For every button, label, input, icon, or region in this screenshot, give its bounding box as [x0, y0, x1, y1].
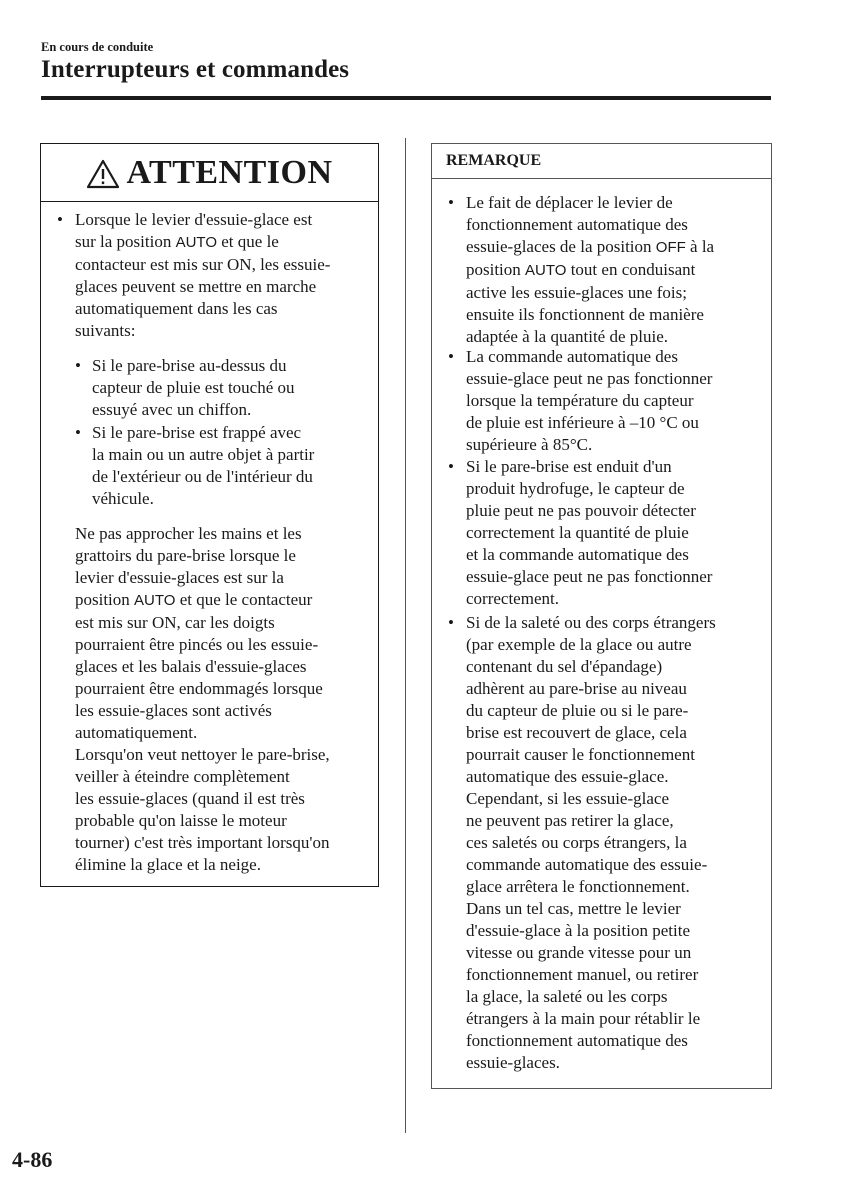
bullet: •: [448, 613, 454, 632]
text-line: tourner) c'est très important lorsqu'on: [75, 833, 330, 852]
page-title: Interrupteurs et commandes: [41, 56, 350, 83]
text-line: grattoirs du pare-brise lorsque le: [75, 546, 296, 565]
page-number: 4-86: [12, 1147, 53, 1172]
bullet: •: [448, 193, 454, 212]
bullet: •: [448, 457, 454, 476]
text-line: essuyé avec un chiffon.: [92, 400, 252, 419]
text-line: automatiquement.: [75, 723, 198, 742]
text-line: Dans un tel cas, mettre le levier: [466, 899, 681, 918]
text-line: ces saletés ou corps étrangers, la: [466, 833, 687, 852]
position-label: AUTO: [525, 262, 567, 279]
text-line: Si le pare-brise est frappé avec: [92, 423, 302, 442]
text-segment: position: [75, 590, 135, 609]
text-line: active les essuie-glaces une fois;: [466, 283, 687, 302]
text-line: essuie-glaces.: [466, 1053, 560, 1072]
text-line: contacteur est mis sur ON, les essuie-: [75, 255, 331, 274]
bullet: •: [57, 210, 63, 229]
remarque-item: [448, 612, 716, 1074]
text-line: [466, 259, 714, 282]
text-line: la glace, la saleté ou les corps: [466, 987, 668, 1006]
bullet: •: [75, 423, 81, 442]
text-line: commande automatique des essuie-: [466, 855, 708, 874]
text-line: ensuite ils fonctionnent de manière: [466, 305, 704, 324]
text-line: et la commande automatique des: [466, 545, 689, 564]
text-line: probable qu'on laisse le moteur: [75, 811, 287, 830]
text-line: capteur de pluie est touché ou: [92, 378, 295, 397]
text-segment: à la: [685, 237, 715, 256]
bullet: •: [75, 356, 81, 375]
position-label: OFF: [655, 239, 686, 256]
text-line: [75, 589, 330, 612]
attention-subitem: [75, 355, 295, 421]
attention-subitem: [75, 422, 315, 510]
text-line: fonctionnement manuel, ou retirer: [466, 965, 699, 984]
position-label: AUTO: [134, 592, 176, 609]
text-line: Si de la saleté ou des corps étrangers: [466, 613, 716, 632]
text-line: levier d'essuie-glaces est sur la: [75, 568, 284, 587]
text-line: contenant du sel d'épandage): [466, 657, 663, 676]
text-line: Le fait de déplacer le levier de: [466, 193, 673, 212]
text-segment: tout en conduisant: [566, 260, 696, 279]
bullet: •: [448, 347, 454, 366]
text-line: automatiquement dans les cas: [75, 299, 278, 318]
text-segment: sur la position: [75, 232, 176, 251]
text-segment: essuie-glaces de la position: [466, 237, 656, 256]
text-line: glaces peuvent se mettre en marche: [75, 277, 317, 296]
text-line: Cependant, si les essuie-glace: [466, 789, 669, 808]
text-line: de l'extérieur ou de l'intérieur du: [92, 467, 313, 486]
attention-header: [41, 144, 378, 202]
text-line: adhèrent au pare-brise au niveau: [466, 679, 687, 698]
position-label: AUTO: [175, 234, 217, 251]
text-line: lorsque la température du capteur: [466, 391, 694, 410]
column-divider: [405, 138, 406, 1133]
text-line: Lorsque le levier d'essuie-glace est: [75, 210, 313, 229]
text-line: étrangers à la main pour rétablir le: [466, 1009, 701, 1028]
text-line: Si le pare-brise au-dessus du: [92, 356, 287, 375]
text-line: Ne pas approcher les mains et les: [75, 524, 302, 543]
text-line: supérieure à 85°C.: [466, 435, 593, 454]
text-line: du capteur de pluie ou si le pare-: [466, 701, 689, 720]
text-line: pourrait causer le fonctionnement: [466, 745, 695, 764]
text-line: pourraient être pincés ou les essuie-: [75, 635, 319, 654]
attention-paragraph: [75, 523, 330, 876]
text-segment: position: [466, 260, 526, 279]
text-line: la main ou un autre objet à partir: [92, 445, 315, 464]
text-line: [75, 231, 330, 254]
text-segment: et que le contacteur: [175, 590, 313, 609]
text-line: vitesse ou grande vitesse pour un: [466, 943, 692, 962]
text-line: les essuie-glaces sont activés: [75, 701, 272, 720]
text-line: de pluie est inférieure à –10 °C ou: [466, 413, 699, 432]
text-line: automatique des essuie-glace.: [466, 767, 669, 786]
text-line: suivants:: [75, 321, 136, 340]
text-line: adaptée à la quantité de pluie.: [466, 327, 669, 346]
text-line: Si le pare-brise est enduit d'un: [466, 457, 672, 476]
attention-title: ATTENTION: [126, 153, 333, 191]
text-line: fonctionnement automatique des: [466, 215, 688, 234]
remarque-item: [448, 192, 715, 348]
text-line: correctement.: [466, 589, 559, 608]
text-line: glaces et les balais d'essuie-glaces: [75, 657, 307, 676]
text-line: (par exemple de la glace ou autre: [466, 635, 692, 654]
section-label: En cours de conduite: [41, 40, 154, 54]
text-line: d'essuie-glace à la position petite: [466, 921, 690, 940]
text-line: véhicule.: [92, 489, 154, 508]
remarque-item: [448, 456, 713, 610]
text-line: glace arrêtera le fonctionnement.: [466, 877, 690, 896]
text-line: fonctionnement automatique des: [466, 1031, 688, 1050]
text-line: est mis sur ON, car les doigts: [75, 613, 275, 632]
text-line: les essuie-glaces (quand il est très: [75, 789, 305, 808]
text-line: veiller à éteindre complètement: [75, 767, 290, 786]
remarque-title: REMARQUE: [432, 144, 771, 179]
text-line: essuie-glace peut ne pas fonctionner: [466, 369, 713, 388]
text-line: essuie-glace peut ne pas fonctionner: [466, 567, 713, 586]
title-rule: [41, 96, 771, 100]
text-line: produit hydrofuge, le capteur de: [466, 479, 685, 498]
text-line: pluie peut ne pas pouvoir détecter: [466, 501, 696, 520]
text-line: [466, 236, 714, 259]
warning-triangle-icon: [86, 159, 120, 189]
text-line: ne peuvent pas retirer la glace,: [466, 811, 674, 830]
text-line: pourraient être endommagés lorsque: [75, 679, 323, 698]
remarque-item: [448, 346, 713, 456]
text-line: élimine la glace et la neige.: [75, 855, 261, 874]
text-line: Lorsqu'on veut nettoyer le pare-brise,: [75, 745, 330, 764]
text-line: correctement la quantité de pluie: [466, 523, 689, 542]
text-segment: et que le: [217, 232, 279, 251]
text-line: La commande automatique des: [466, 347, 678, 366]
attention-item: [57, 209, 331, 342]
text-line: brise est recouvert de glace, cela: [466, 723, 687, 742]
